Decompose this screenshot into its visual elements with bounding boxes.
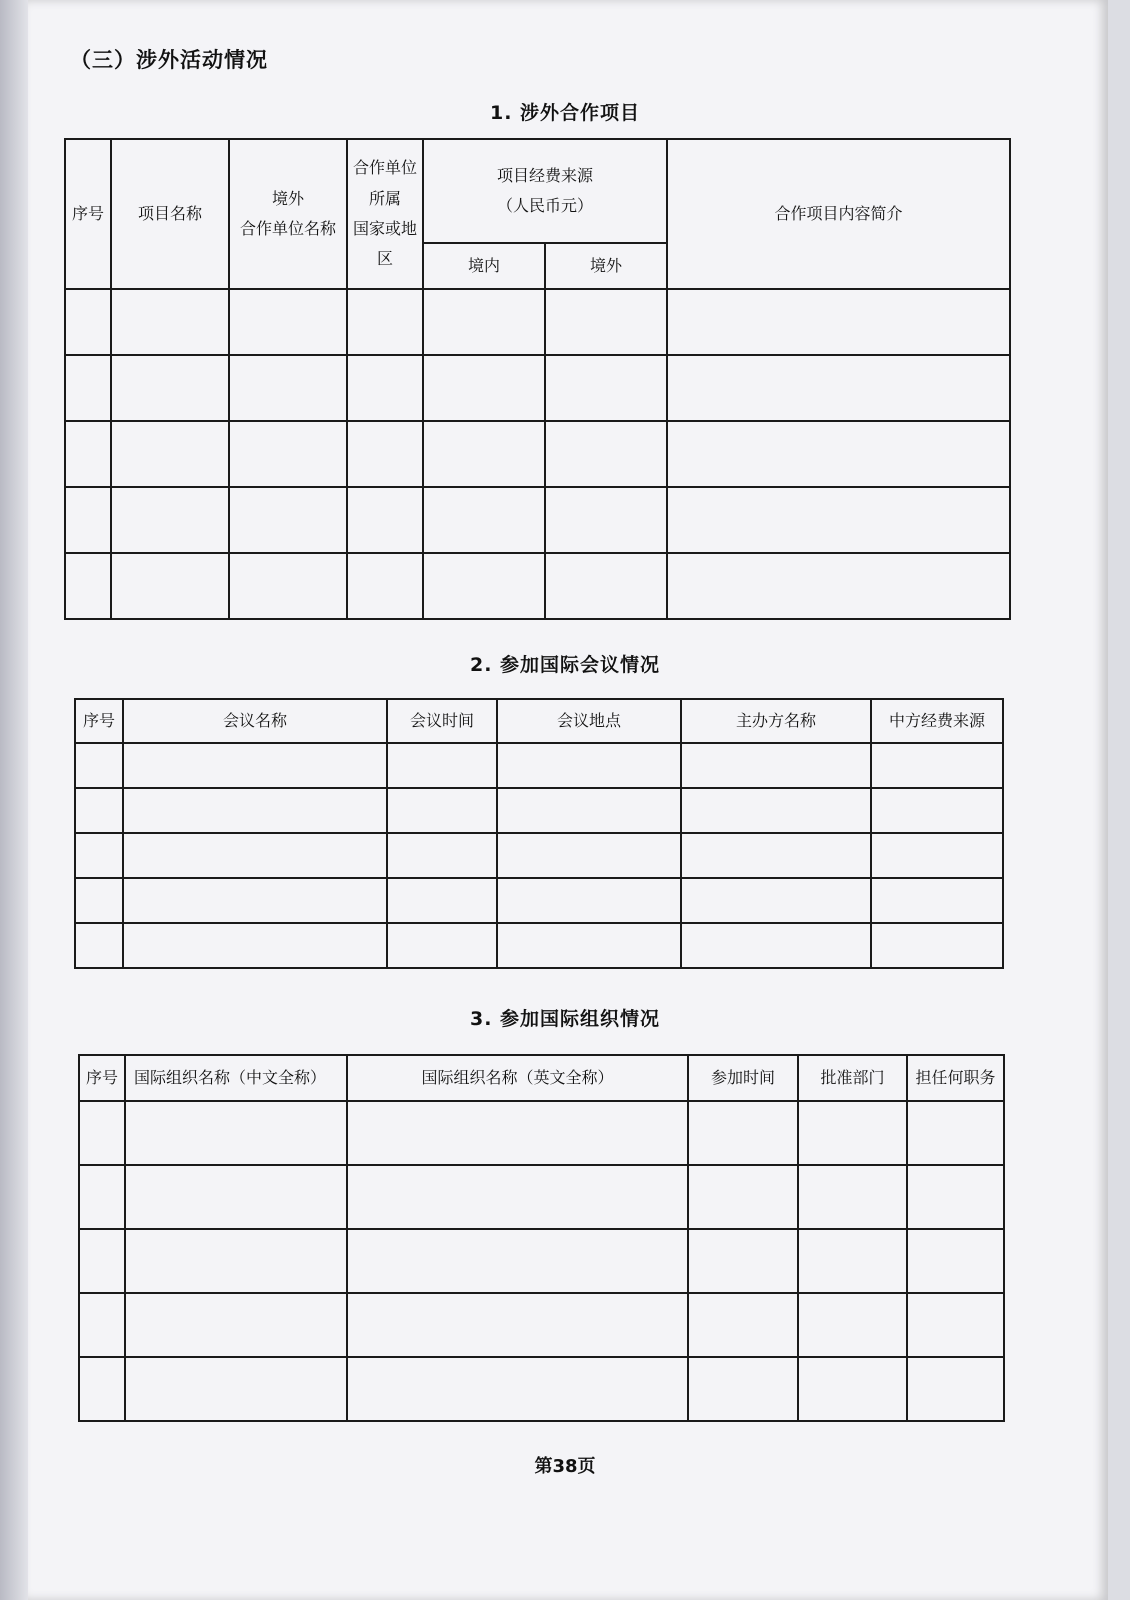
table-cell[interactable]	[125, 1165, 347, 1229]
table-row	[75, 878, 1003, 923]
table-row	[79, 1165, 1004, 1229]
table-cell[interactable]	[667, 355, 1010, 421]
page-number: 第38页	[534, 1456, 596, 1477]
table-cell[interactable]	[125, 1229, 347, 1293]
table-cell[interactable]	[123, 878, 387, 923]
header-approval-department: 批准部门	[798, 1055, 907, 1101]
table1-title: 1. 涉外合作项目	[489, 102, 641, 124]
table-cell[interactable]	[688, 1293, 798, 1357]
table-cell[interactable]	[347, 421, 423, 487]
header-org-name-english: 国际组织名称（英文全称）	[347, 1055, 688, 1101]
table-cell[interactable]	[347, 487, 423, 553]
table-cell[interactable]	[688, 1165, 798, 1229]
table2-title: 2. 参加国际会议情况	[469, 654, 661, 676]
header-foreign-partner-line2: 合作单位名称	[239, 219, 336, 238]
table-cell[interactable]	[545, 355, 667, 421]
table-cell[interactable]	[545, 289, 667, 355]
table-cell[interactable]	[125, 1101, 347, 1165]
table-cell[interactable]	[229, 487, 347, 553]
table-cell[interactable]	[229, 289, 347, 355]
table-cell[interactable]	[387, 878, 497, 923]
header-index: 序号	[79, 1055, 125, 1101]
table-row	[75, 833, 1003, 878]
table-cell[interactable]	[871, 923, 1003, 968]
table-cell[interactable]	[681, 878, 871, 923]
table-row	[65, 487, 1010, 553]
table-cell[interactable]	[497, 833, 681, 878]
table-cell[interactable]	[229, 553, 347, 619]
table-cell[interactable]	[79, 1165, 125, 1229]
table-cell[interactable]	[125, 1357, 347, 1421]
international-organization-table	[78, 1054, 1005, 1422]
table-row	[65, 421, 1010, 487]
header-funding-line1: 项目经费来源	[497, 165, 594, 185]
table-cell[interactable]	[667, 289, 1010, 355]
table-cell[interactable]	[79, 1101, 125, 1165]
table-cell[interactable]	[125, 1293, 347, 1357]
table-cell[interactable]	[65, 289, 111, 355]
table-cell[interactable]	[667, 421, 1010, 487]
header-index: 序号	[75, 699, 123, 743]
table-row	[79, 1229, 1004, 1293]
table-row	[65, 355, 1010, 421]
table-cell[interactable]	[497, 923, 681, 968]
table-cell[interactable]	[798, 1293, 907, 1357]
table-row	[75, 923, 1003, 968]
table-cell[interactable]	[79, 1357, 125, 1421]
foreign-cooperation-table	[64, 138, 1011, 620]
header-index: 序号	[65, 139, 111, 289]
table-cell[interactable]	[123, 833, 387, 878]
header-org-name-chinese: 国际组织名称（中文全称）	[125, 1055, 347, 1101]
table-cell[interactable]	[681, 743, 871, 788]
header-foreign-partner-line1: 境外	[271, 188, 304, 208]
table-cell[interactable]	[79, 1229, 125, 1293]
table-cell[interactable]	[667, 487, 1010, 553]
table-cell[interactable]	[229, 421, 347, 487]
table-cell[interactable]	[871, 878, 1003, 923]
table-cell[interactable]	[347, 1165, 688, 1229]
table-cell[interactable]	[75, 743, 123, 788]
table-cell[interactable]	[907, 1101, 1004, 1165]
table-cell[interactable]	[798, 1229, 907, 1293]
header-conference-name: 会议名称	[123, 699, 387, 743]
table-row	[75, 788, 1003, 833]
table-cell[interactable]	[65, 487, 111, 553]
table-cell[interactable]	[907, 1165, 1004, 1229]
header-project-summary: 合作项目内容简介	[667, 139, 1010, 289]
table-cell[interactable]	[688, 1229, 798, 1293]
table-cell[interactable]	[75, 833, 123, 878]
table-cell[interactable]	[681, 923, 871, 968]
table-cell[interactable]	[907, 1357, 1004, 1421]
header-position: 担任何职务	[907, 1055, 1004, 1101]
table-cell[interactable]	[75, 878, 123, 923]
table-cell[interactable]	[123, 743, 387, 788]
table-cell[interactable]	[75, 923, 123, 968]
header-overseas: 境外	[545, 243, 667, 289]
section-heading: （三）涉外活动情况	[70, 48, 268, 72]
international-conference-table	[74, 698, 1004, 969]
table-cell[interactable]	[423, 553, 545, 619]
table-cell[interactable]	[907, 1229, 1004, 1293]
table-cell[interactable]	[347, 289, 423, 355]
table-cell[interactable]	[65, 421, 111, 487]
table-cell[interactable]	[545, 421, 667, 487]
table-cell[interactable]	[111, 421, 229, 487]
table-cell[interactable]	[387, 833, 497, 878]
header-funding-source	[423, 139, 667, 243]
table-cell[interactable]	[347, 355, 423, 421]
table-cell[interactable]	[387, 743, 497, 788]
table-cell[interactable]	[423, 355, 545, 421]
table-cell[interactable]	[123, 923, 387, 968]
table-cell[interactable]	[123, 788, 387, 833]
table-row	[79, 1357, 1004, 1421]
table3-body	[79, 1101, 1004, 1421]
table-cell[interactable]	[798, 1165, 907, 1229]
header-project-name: 项目名称	[111, 139, 229, 289]
table-cell[interactable]	[423, 487, 545, 553]
table-cell[interactable]	[423, 289, 545, 355]
header-funding-line2: （人民币元）	[497, 196, 594, 215]
table-cell[interactable]	[347, 1357, 688, 1421]
table1-body	[65, 289, 1010, 619]
table-row	[65, 553, 1010, 619]
table-row	[79, 1293, 1004, 1357]
table3-title: 3. 参加国际组织情况	[469, 1008, 661, 1030]
table-cell[interactable]	[798, 1357, 907, 1421]
table-cell[interactable]	[497, 788, 681, 833]
table-cell[interactable]	[871, 788, 1003, 833]
table-cell[interactable]	[75, 788, 123, 833]
header-partner-country	[347, 139, 423, 289]
table-cell[interactable]	[111, 289, 229, 355]
table-cell[interactable]	[688, 1357, 798, 1421]
header-partner-country-line3: 国家或地	[352, 219, 417, 238]
page-binding-edge	[0, 0, 28, 1600]
table-cell[interactable]	[347, 1101, 688, 1165]
table-cell[interactable]	[65, 355, 111, 421]
table-cell[interactable]	[871, 833, 1003, 878]
header-join-time: 参加时间	[688, 1055, 798, 1101]
table-cell[interactable]	[347, 553, 423, 619]
table-cell[interactable]	[798, 1101, 907, 1165]
table-cell[interactable]	[229, 355, 347, 421]
table-cell[interactable]	[347, 1229, 688, 1293]
header-conference-time: 会议时间	[387, 699, 497, 743]
table-cell[interactable]	[681, 833, 871, 878]
table-cell[interactable]	[907, 1293, 1004, 1357]
table2-body	[75, 743, 1003, 968]
table-cell[interactable]	[387, 923, 497, 968]
table-row	[75, 743, 1003, 788]
header-host-name: 主办方名称	[681, 699, 871, 743]
table-cell[interactable]	[688, 1101, 798, 1165]
table-cell[interactable]	[79, 1293, 125, 1357]
header-partner-country-line1: 合作单位	[352, 158, 417, 178]
table-cell[interactable]	[65, 553, 111, 619]
table-cell[interactable]	[387, 788, 497, 833]
table-cell[interactable]	[545, 553, 667, 619]
header-domestic: 境内	[423, 243, 545, 289]
header-conference-location: 会议地点	[497, 699, 681, 743]
header-foreign-partner	[229, 139, 347, 289]
table-row	[79, 1101, 1004, 1165]
header-partner-country-line4: 区	[376, 249, 393, 269]
table-cell[interactable]	[497, 878, 681, 923]
table-cell[interactable]	[111, 553, 229, 619]
table-cell[interactable]	[681, 788, 871, 833]
table-cell[interactable]	[347, 1293, 688, 1357]
header-funding-source: 中方经费来源	[871, 699, 1003, 743]
table-cell[interactable]	[667, 553, 1010, 619]
table-row	[65, 289, 1010, 355]
header-partner-country-line2: 所属	[368, 188, 401, 208]
table-cell[interactable]	[111, 355, 229, 421]
table-cell[interactable]	[497, 743, 681, 788]
table-cell[interactable]	[111, 487, 229, 553]
table-cell[interactable]	[423, 421, 545, 487]
table-cell[interactable]	[545, 487, 667, 553]
table-cell[interactable]	[871, 743, 1003, 788]
